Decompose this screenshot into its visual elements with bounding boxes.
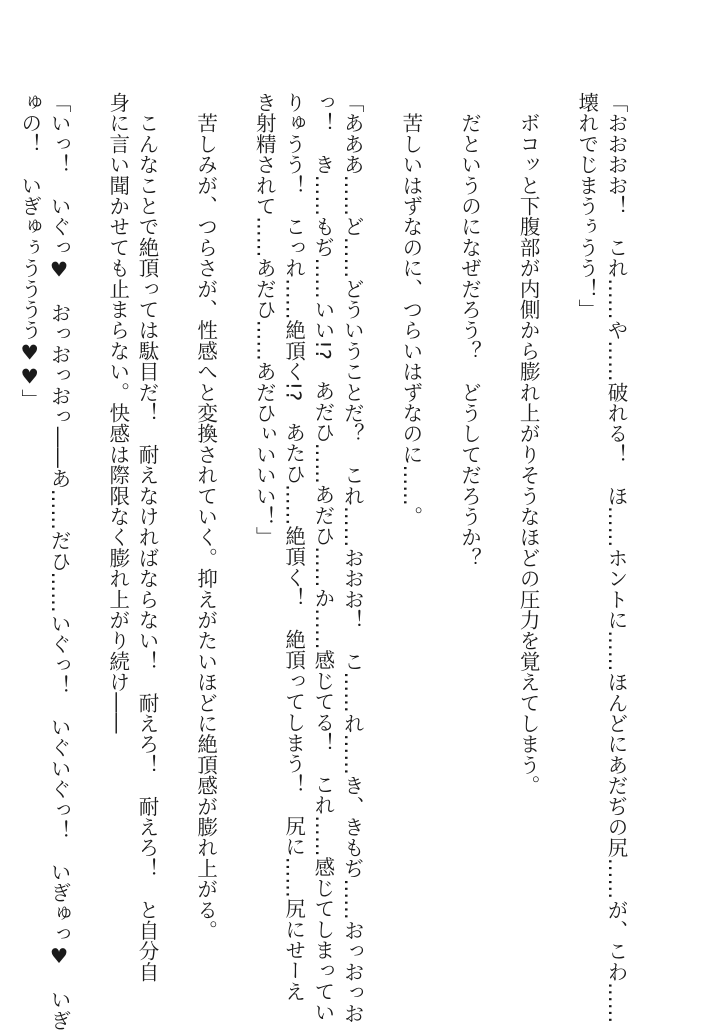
text-line: りゅうう！ こっれ……絶頂く!? あたひ……絶頂く！ 絶頂ってしまう！ 尻に……尻にせーえ — [281, 92, 306, 1002]
text-line: だというのになぜだろう？ どうしてだろうか？ — [457, 92, 482, 569]
paragraph-gap — [161, 92, 190, 852]
text-line: こんなことで絶頂っては駄目だ！ 耐えなければならない！ 耐えろ！ 耐えろ！ と自分自 — [135, 92, 159, 983]
paragraph-gap — [425, 92, 454, 852]
text-line: き射精されて……あだひ……あだひぃいいい！」 — [252, 92, 277, 548]
novel-page — [14, 92, 630, 1031]
text-line: っ！ き……もぢ……いい!? あだひ……あだひ……か……感じてる！ これ……感じてしまってい — [310, 92, 335, 1023]
paragraph-gap — [220, 92, 249, 852]
text-line: 「いっ！ いぐっ♥ おっおっおっ――あ……だひ……いぐっ！ いぐいぐっ！ いぎゅっ♥ いぎ — [47, 92, 72, 1031]
paragraph-gap — [542, 92, 571, 852]
paragraph-gap — [483, 92, 512, 852]
text-line: ボコッと下腹部が内側から膨れ上がりそうなほどの圧力を覚えてしまう。 — [516, 92, 541, 796]
text-line: ゅの！ いぎゅぅうううう♥♥」 — [17, 92, 42, 410]
text-line: 「おおおお！ これ……や……破れる！ ほ……ホントに……ほんどにあだぢの尻……が、こわ…… — [604, 92, 628, 1024]
paragraph-gap — [366, 92, 395, 852]
paragraph-gap — [73, 92, 102, 852]
text-line: 「あああ……ど……どういうことだ？ これ……おおお！ こ……れ……き、きもぢ……おっおっお — [340, 92, 365, 1024]
text-line: 苦しいはずなのに、つらいはずなのに……。 — [398, 92, 423, 527]
text-line: 身に言い聞かせても止まらない。快感は際限なく膨れ上がり続け―― — [105, 92, 130, 734]
text-line: 苦しみが、つらさが、性感へと変換されていく。抑えがたいほどに絶頂感が膨れ上がる。 — [193, 92, 218, 941]
text-line: 壊れでじまうぅうう！」 — [574, 92, 599, 320]
